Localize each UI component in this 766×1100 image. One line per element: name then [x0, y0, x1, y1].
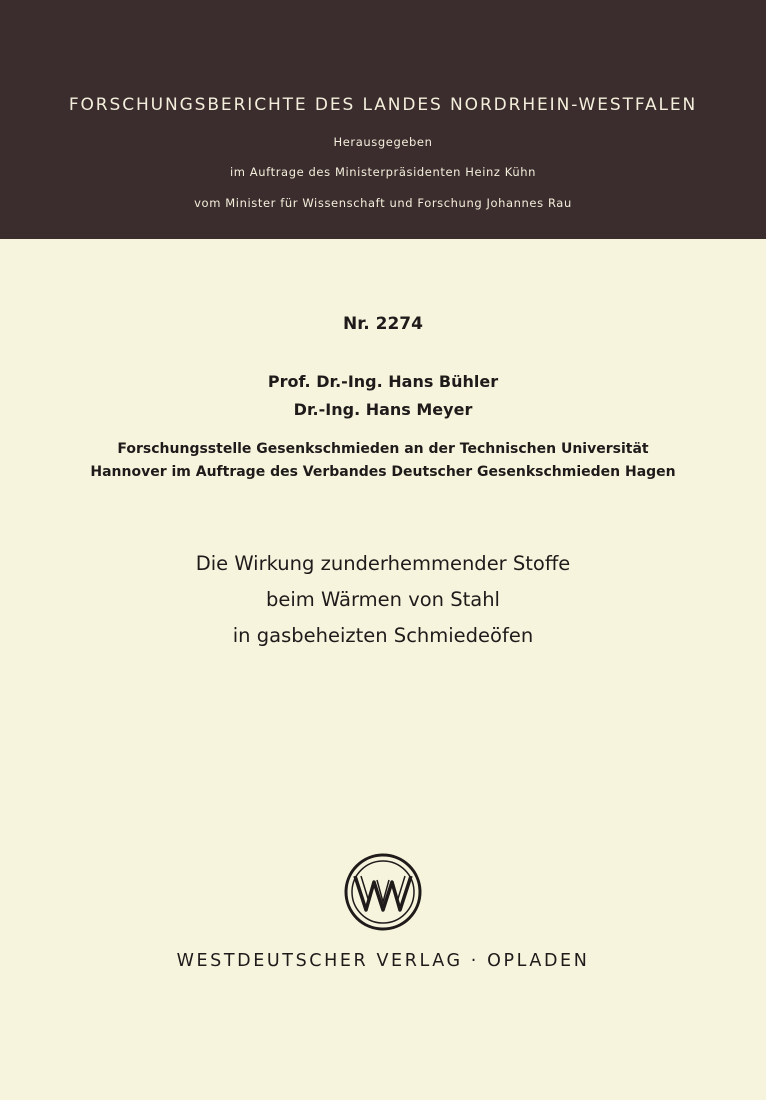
series-title: FORSCHUNGSBERICHTE DES LANDES NORDRHEIN-WESTFALEN	[68, 95, 698, 115]
book-title-line-3: in gasbeheizten Schmiedeöfen	[232, 624, 534, 647]
report-number: Nr. 2274	[343, 314, 423, 334]
header-band	[0, 0, 766, 239]
author-2: Dr.-Ing. Hans Meyer	[293, 400, 473, 419]
book-title-line-2: beim Wärmen von Stahl	[266, 588, 500, 611]
author-1: Prof. Dr.-Ing. Hans Bühler	[267, 372, 499, 391]
ww-publisher-logo-icon	[343, 852, 423, 932]
institution-line-1: Forschungsstelle Gesenkschmieden an der Technischen Universität	[117, 441, 649, 457]
minister-line: vom Minister für Wissenschaft und Forschung Johannes Rau	[194, 196, 572, 210]
commission-line: im Auftrage des Ministerpräsidenten Heinz Kühn	[229, 165, 537, 179]
institution-line-2: Hannover im Auftrage des Verbandes Deutscher Gesenkschmieden Hagen	[90, 464, 676, 480]
editor-line: Herausgegeben	[333, 135, 433, 149]
book-title-line-1: Die Wirkung zunderhemmender Stoffe	[195, 552, 571, 575]
publisher-imprint: WESTDEUTSCHER VERLAG · OPLADEN	[176, 951, 590, 971]
